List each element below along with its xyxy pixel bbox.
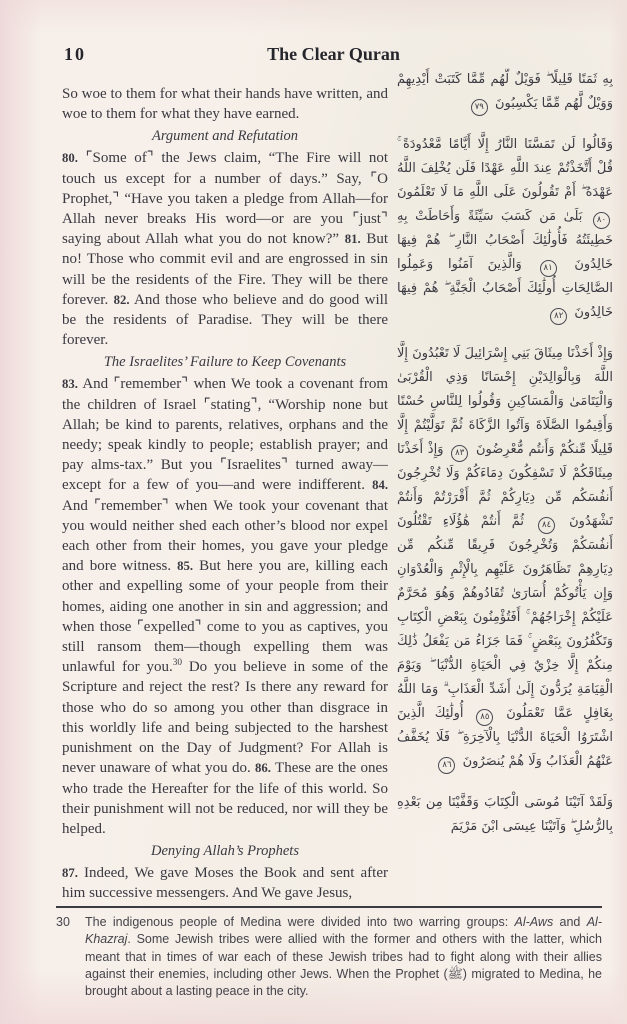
translation-paragraph [62,374,388,839]
arabic-verse-block [397,791,613,839]
ayah-number-marker: ٨٤ [538,517,555,534]
text-run: Do you believe in some of the Scripture and reject the rest? Is there any reward for those who do so among you other than disgrace in this worldly life and being subjected to the harshest punishment on the Day of Judgment? For Allah is never unaware of what you do. [62,659,388,777]
text-run: And ⌜remember⌝ when We took your covenant that you would neither shed each other’s blood nor expel each other from their homes, you gave your pledge and bore witness. [62,497,388,575]
verse-number: 86. [255,761,271,776]
arabic-verse-block [397,342,613,774]
arabic-verse-block [397,68,613,116]
text-run: . Some Jewish tribes were allied with the former and others with the latter, which meant that in times of war each of these Jewish tribes had to fight along with their allies against their enemies, including other Jews. When the Prophet (ﷺ) migrated to Medina, he brought about a lasting peace in the city. [85,932,602,999]
text-run: بِهِ ثَمَنًا قَلِيلًا ۖ فَوَيْلٌ لَّهُم مِّمَّا كَتَبَتْ أَيْدِيهِمْ وَوَيْلٌ لَّهُم مِّمَّا يَكْسِبُونَ [397,72,613,111]
text-run: Indeed, We gave Moses the Book and sent after him successive messengers. And We gave Jesus, [62,865,388,902]
footnote-number: 30 [56,915,70,929]
text-run: So woe to them for what their hands have written, and woe to them for what they have earned. [62,86,388,123]
verse-number: 81. [344,232,361,247]
english-translation-column [62,84,388,908]
text-run: and [553,915,587,929]
text-run: ⌜Some of⌝ the Jews claim, “The Fire will not touch us except for a number of days.” Say, ⌜O Prophet,⌝ “Have you taken a pledge from Allah—for Allah never breaks His word—or are you ⌜just⌝ saying about Allah what you do not know?” [62,150,388,248]
verse-number: 85. [177,559,194,574]
ayah-number-marker: ٧٩ [471,99,488,116]
translation-paragraph [62,84,388,124]
translation-paragraph [62,863,388,903]
arabic-quran-column [397,68,613,910]
book-title: The Clear Quran [267,44,400,64]
text-run: وَالَّذِينَ آمَنُوا وَعَمِلُوا الصَّالِحَاتِ أُولَٰئِكَ أَصْحَابُ الْجَنَّةِ ۖ هُمْ فِيهَا خَالِدُونَ [397,257,613,320]
section-heading: Denying Allah’s Prophets [151,843,299,860]
footnote-text [85,914,602,1000]
text-run: وَإِذْ أَخَذْنَا مِيثَاقَ بَنِي إِسْرَائِيلَ لَا تَعْبُدُونَ إِلَّا اللَّهَ وَبِالْوَالِدَيْنِ إِحْسَانًا وَذِي الْقُرْبَىٰ وَالْيَتَامَىٰ وَالْمَسَاكِينِ وَقُولُوا لِلنَّاسِ حُسْنًا وَأَقِيمُوا الصَّلَاةَ وَآتُوا الزَّكَاةَ ثُمَّ تَوَلَّيْتُمْ إِلَّا قَلِيلًا مِّنكُمْ وَأَنتُم مُّعْرِضُونَ [397,346,613,457]
ayah-number-marker: ٨١ [540,260,557,277]
ayah-number-marker: ٨٠ [593,212,610,229]
verse-number: 80. [62,151,78,166]
text-run: And those who believe and do good will be the residents of Paradise. They will be there forever. [62,291,388,349]
text-run: وَلَقَدْ آتَيْنَا مُوسَى الْكِتَابَ وَقَفَّيْنَا مِن بَعْدِهِ بِالرُّسُلِ ۖ وَآتَيْنَا عِيسَى ابْنَ مَرْيَمَ [397,795,613,834]
footnote-reference: 30 [172,658,182,669]
section-heading: The Israelites’ Failure to Keep Covenants [103,354,347,371]
verse-number: 82. [113,292,130,307]
page-header [62,44,605,68]
text-run: أُولَٰئِكَ الَّذِينَ اشْتَرَوُا الْحَيَاةَ الدُّنْيَا بِالْآخِرَةِ ۖ فَلَا يُخَفَّفُ عَنْهُمُ الْعَذَابُ وَلَا هُمْ يُنصَرُونَ [397,706,613,769]
translation-paragraph [62,148,388,350]
text-run: And ⌜remember⌝ when We took a covenant from the children of Israel ⌜stating⌝, “Worship none but Allah; be kind to parents, relatives, orphans and the needy; speak kindly to people; establish prayer; and pay alms-tax.” But you ⌜Israelites⌝ turned away—except for a few of you—and were indifferent. [62,376,388,494]
text-run: The indigenous people of Medina were divided into two warring groups: [85,915,515,929]
arabic-verse-block [397,133,613,325]
verse-number: 87. [62,866,78,881]
verse-number: 84. [372,478,388,493]
italic-term: Al-Aws [514,915,554,929]
italic-term: Al-Khazraj [85,915,602,947]
footnote [56,914,602,1000]
text-run: بَلَىٰ مَن كَسَبَ سَيِّئَةً وَأَحَاطَتْ بِهِ خَطِيئَتُهُ فَأُولَٰئِكَ أَصْحَابُ النَّارِ ۖ هُمْ فِيهَا خَالِدُونَ [397,209,613,272]
text-run: These are the ones who trade the Hereafter for the life of this world. So their punishment will not be reduced, nor will they be helped. [62,760,388,837]
text-run: But here you are, killing each other and expelling some of your people from their homes, aiding one another in sin and aggression; and when those ⌜expelled⌝ come to you as captives, you still ransom them—though expelling them was unlawful for you. [62,558,388,676]
ayah-number-marker: ٨٥ [476,709,493,726]
text-run: ثُمَّ أَنتُمْ هَٰؤُلَاءِ تَقْتُلُونَ أَنفُسَكُمْ وَتُخْرِجُونَ فَرِيقًا مِّنكُم مِّن دِيَارِهِمْ تَظَاهَرُونَ عَلَيْهِم بِالْإِثْمِ وَالْعُدْوَانِ وَإِن يَأْتُوكُمْ أُسَارَىٰ تُفَادُوهُمْ وَهُوَ مُحَرَّمٌ عَلَيْكُمْ إِخْرَاجُهُمْ ۚ أَفَتُؤْمِنُونَ بِبَعْضِ الْكِتَابِ وَتَكْفُرُونَ بِبَعْضٍ ۚ فَمَا جَزَاءُ مَن يَفْعَلُ ذَٰلِكَ مِنكُمْ إِلَّا خِزْيٌ فِي الْحَيَاةِ الدُّنْيَا ۖ وَيَوْمَ الْقِيَامَةِ يُرَدُّونَ إِلَىٰ أَشَدِّ الْعَذَابِ ۗ وَمَا اللَّهُ بِغَافِلٍ عَمَّا تَعْمَلُونَ [397,514,613,721]
text-run: وَإِذْ أَخَذْنَا مِيثَاقَكُمْ لَا تَسْفِكُونَ دِمَاءَكُمْ وَلَا تُخْرِجُونَ أَنفُسَكُم مِّن دِيَارِكُمْ ثُمَّ أَقْرَرْتُمْ وَأَنتُمْ تَشْهَدُونَ [397,442,613,529]
ayah-number-marker: ٨٣ [451,445,468,462]
verse-number: 83. [62,377,78,392]
text-run: But no! Those who commit evil and are engrossed in sin will be the residents of the Fire. They will be there forever. [62,231,388,308]
ayah-number-marker: ٨٢ [550,308,567,325]
section-heading: Argument and Refutation [151,128,299,145]
footnote-divider [56,906,602,908]
text-run: وَقَالُوا لَن تَمَسَّنَا النَّارُ إِلَّا أَيَّامًا مَّعْدُودَةً ۚ قُلْ أَتَّخَذْتُمْ عِندَ اللَّهِ عَهْدًا فَلَن يُخْلِفَ اللَّهُ عَهْدَهُ ۖ أَمْ تَقُولُونَ عَلَى اللَّهِ مَا لَا تَعْلَمُونَ [397,137,613,200]
page-number: 10 [64,44,86,64]
ayah-number-marker: ٨٦ [438,757,455,774]
